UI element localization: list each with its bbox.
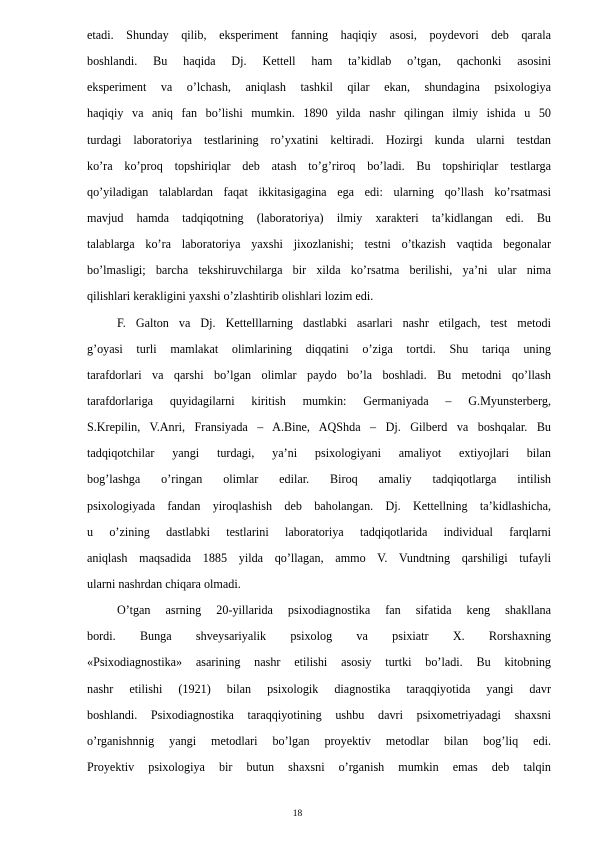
- page-number: 18: [292, 809, 303, 819]
- body-text: [87, 22, 551, 780]
- text-line: O’tgan asrning 20-yillarida psixodiagnostika fan sifatida keng shakllana: [117, 603, 551, 618]
- text-line: psixologiyada fandan yiroqlashish deb baholangan. Dj. Kettellning ta’kidlashicha,: [87, 498, 551, 513]
- text-line: haqiqiy va aniq fan bo’lishi mumkin. 1890 yilda nashr qilingan ilmiy ishida u 50: [87, 106, 551, 121]
- text-line: F. Galton va Dj. Kettelllarning dastlabki asarlari nashr etilgach, test metodi: [117, 315, 551, 330]
- text-line: tarafdorlariga quyidagilarni kiritish mumkin: Germaniyada – G.Myunsterberg,: [87, 393, 551, 408]
- text-line: etadi. Shunday qilib, eksperiment fanning haqiqiy asosi, poydevori deb qarala: [87, 28, 551, 42]
- paragraph: [87, 22, 551, 310]
- text-line: mavjud hamda tadqiqotning (laboratoriya) ilmiy xarakteri ta’kidlangan edi. Bu: [87, 210, 551, 225]
- text-line: Proyektiv psixologiya bir butun shaxsni o’rganish mumkin emas deb talqin: [87, 759, 551, 774]
- text-line: bordi. Bunga shveysariyalik psixolog va psixiatr X. Rorshaxning: [87, 629, 551, 644]
- paragraph: [87, 310, 551, 598]
- text-line: bog’lashga o’ringan olimlar edilar. Biroq amaliy tadqiqotlarga intilish: [87, 472, 551, 487]
- text-line: bo’lmasligi; barcha tekshiruvchilarga bir xilda ko’rsatma berilishi, ya’ni ular nima: [87, 263, 551, 278]
- text-line: ularni nashrdan chiqara olmadi.: [87, 576, 241, 591]
- text-line: g’oyasi turli mamlakat olimlarining diqqatini o’ziga tortdi. Shu tariqa uning: [87, 341, 551, 356]
- text-line: talablarga ko’ra laboratoriya yaxshi jixozlanishi; testni o’tkazish vaqtida begonalar: [87, 237, 551, 252]
- text-line: o’rganishnnig yangi metodlari bo’lgan proyektiv metodlar bilan bog’liq edi.: [87, 733, 551, 748]
- text-line: qo’yiladigan talablardan faqat ikkitasigagina ega edi: ularning qo’llash ko’rsatmasi: [87, 184, 551, 199]
- text-line: nashr etilishi (1921) bilan psixologik diagnostika taraqqiyotida yangi davr: [87, 681, 551, 696]
- text-line: aniqlash maqsadida 1885 yilda qo’llagan, ammo V. Vundtning qarshiligi tufayli: [87, 550, 551, 565]
- text-line: boshlandi. Bu haqida Dj. Kettell ham ta’kidlab o’tgan, qachonki asosini: [87, 54, 551, 69]
- text-line: tarafdorlari va qarshi bo’lgan olimlar paydo bo’la boshladi. Bu metodni qo’llash: [87, 367, 551, 382]
- paragraph: [87, 597, 551, 780]
- text-line: ko’ra ko’proq topshiriqlar deb atash to’g’riroq bo’ladi. Bu topshiriqlar testlarga: [87, 158, 551, 173]
- text-line: S.Krepilin, V.Anri, Fransiyada – A.Bine, AQShda – Dj. Gilberd va boshqalar. Bu: [87, 420, 551, 435]
- text-line: boshlandi. Psixodiagnostika taraqqiyotining ushbu davri psixometriyadagi shaxsni: [87, 707, 551, 722]
- text-line: turdagi laboratoriya testlarining ro’yxatini keltiradi. Hozirgi kunda ularni testdan: [87, 132, 551, 147]
- text-line: qilishlari kerakligini yaxshi o’zlashtirib olishlari lozim edi.: [87, 289, 374, 304]
- text-line: eksperiment va o’lchash, aniqlash tashkil qilar ekan, shundagina psixologiya: [87, 80, 551, 95]
- text-line: u o’zining dastlabki testlarini laboratoriya tadqiqotlarida individual farqlarni: [87, 524, 551, 539]
- text-line: «Psixodiagnostika» asarining nashr etilishi asosiy turtki bo’ladi. Bu kitobning: [87, 655, 551, 670]
- text-line: tadqiqotchilar yangi turdagi, ya’ni psixologiyani amaliyot extiyojlari bilan: [87, 446, 551, 461]
